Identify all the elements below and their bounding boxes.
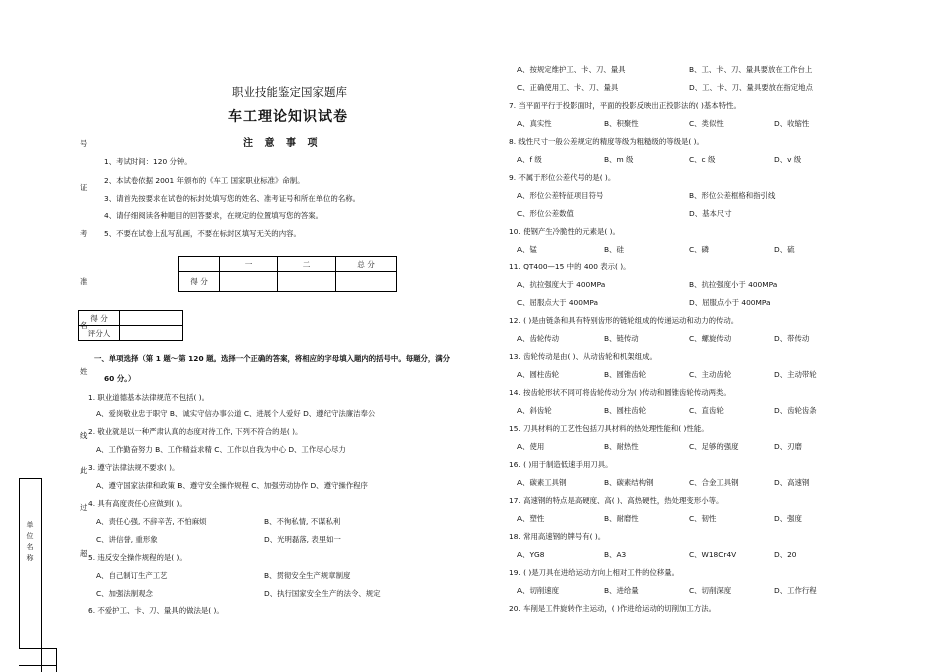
question-5: 5. 违反安全操作规程的是( )。 (88, 553, 187, 562)
question-line: 15. 刀具材料的工艺性包括刀具材料的热处理性能和( )性能。 (509, 424, 709, 433)
margin-char: 线 (80, 431, 88, 440)
option-item: B、硅 (604, 244, 624, 254)
question-line: 8. 线性尺寸一般公差规定的精度等级为粗糙级的等级是( )。 (509, 136, 704, 146)
score-row-label: 得 分 (179, 272, 220, 292)
margin-char: 证 (80, 183, 88, 192)
grader-table (78, 310, 183, 341)
option-item: B、圆锥齿轮 (604, 370, 647, 380)
option-item: A、f 级 (517, 154, 542, 164)
option-item: A、形位公差特征项目符号 (517, 190, 604, 200)
option-item: A、切削速度 (517, 585, 560, 595)
notice-2: 2、本试卷依据 2001 年颁布的《车工 国家职业标准》命制。 (104, 176, 305, 185)
margin-char: 此 (80, 466, 88, 475)
option-item: B、m 级 (604, 154, 634, 164)
score-table-corner (179, 257, 220, 272)
question-2: 2. 敬业就是以一种严肃认真的态度对待工作, 下列不符合的是( )。 (88, 427, 303, 436)
option-item: B、耐热性 (604, 441, 639, 451)
question-1: 1. 职业道德基本法律规范不包括( )。 (88, 393, 209, 402)
margin-char: 超 (80, 549, 88, 558)
notice-3: 3、请首先按要求在试卷的标封处填写您的姓名、准考证号和所在单位的名称。 (104, 194, 360, 203)
option-item: D、基本尺寸 (689, 208, 732, 218)
question-6: 6. 不爱护工、卡、刀、量具的做法是( )。 (88, 606, 224, 615)
margin-char: 号 (80, 139, 88, 148)
option-item: A、抗拉强度大于 400MPa (517, 280, 606, 290)
option-item: B、进给量 (604, 585, 639, 595)
score-header-1: 一 (220, 257, 278, 272)
question-line: 18. 常用高速钢的牌号有( )。 (509, 531, 606, 541)
option-item: A、塑性 (517, 513, 545, 523)
option-item: B、圆柱齿轮 (604, 406, 647, 416)
question-line: 20. 车削是工件旋转作主运动，( )作进给运动的切削加工方法。 (509, 603, 716, 613)
option-item: C、类似性 (689, 118, 724, 128)
question-1-options: A、爱岗敬业忠于职守 B、诚实守信办事公道 C、进展个人爱好 D、遵纪守法廉洁奉公 (96, 409, 376, 418)
section-title: 一、单项选择（第 1 题～第 120 题。选择一个正确的答案，将相应的字母填入题内的括号中。每题分，满分 (94, 354, 451, 363)
option-item: C、合金工具钢 (689, 477, 739, 487)
option-item: C、W18Cr4V (689, 549, 737, 559)
score-header-total: 总 分 (336, 257, 397, 272)
option-item: A、YG8 (517, 549, 545, 559)
grader-name-cell[interactable] (120, 326, 183, 341)
exam-title: 车工理论知识试卷 (228, 109, 348, 125)
question-line: 10. 使钢产生冷脆性的元素是( )。 (509, 226, 620, 236)
option-item: B、碳素结构钢 (604, 477, 654, 487)
question-5-option-c: C、加强法制观念 (96, 589, 153, 598)
question-2-options: A、工作勤奋努力 B、工作精益求精 C、工作以自我为中心 D、工作尽心尽力 (96, 445, 346, 454)
question-5-option-d: D、执行国家安全生产的法令、规定 (264, 589, 381, 598)
question-line: 9. 不属于形位公差代号的是( )。 (509, 172, 616, 182)
question-line: 16. ( )用于制造低速手用刀具。 (509, 459, 613, 469)
question-line: 13. 齿轮传动是由( )、从动齿轮和机架组成。 (509, 352, 657, 362)
question-3-options: A、遵守国家法律和政策 B、遵守安全操作规程 C、加强劳动协作 D、遵守操作程序 (96, 481, 368, 490)
grader-score-label: 得 分 (79, 311, 120, 326)
notice-1: 1、考试时间：120 分钟。 (104, 157, 192, 166)
notice-title: 注 意 事 项 (243, 138, 322, 149)
option-item: A、使用 (517, 441, 545, 451)
option-item: C、韧性 (689, 513, 717, 523)
option-item: D、强度 (774, 513, 802, 523)
option-item: D、主动带轮 (774, 370, 817, 380)
option-item: A、齿轮传动 (517, 334, 560, 344)
option-item: D、刃磨 (774, 441, 802, 451)
option-item: A、斜齿轮 (517, 406, 552, 416)
margin-char: 过 (80, 503, 88, 512)
option-item: B、形位公差框格和指引线 (689, 190, 776, 200)
question-4-option-c: C、讲信誉, 重形象 (96, 535, 158, 544)
question-line: 17. 高速钢的特点是高硬度、高( )、高热硬性，热处理变形小等。 (509, 495, 724, 505)
option-item: A、碳素工具钢 (517, 477, 567, 487)
score-cell-2[interactable] (278, 272, 336, 292)
option-item: B、耐磨性 (604, 513, 639, 523)
option-item: A、圆柱齿轮 (517, 370, 560, 380)
unit-name-label: 单 位 名 称 (26, 521, 34, 562)
question-line: 19. ( )是刀具在进给运动方向上相对工件的位移量。 (509, 567, 680, 577)
option-item: B、抗拉强度小于 400MPa (689, 280, 778, 290)
option-item: C、切削深度 (689, 585, 732, 595)
margin-char: 准 (80, 277, 88, 286)
option-item: B、工、卡、刀、量具要放在工作台上 (689, 65, 813, 74)
question-3: 3. 遵守法律法规不要求( )。 (88, 463, 180, 472)
margin-char: 名 (80, 321, 88, 330)
option-item: B、A3 (604, 549, 627, 559)
question-4-option-d: D、光明磊落, 表里如一 (264, 535, 341, 544)
option-item: C、磷 (689, 244, 709, 254)
option-item: A、锰 (517, 244, 537, 254)
question-line: 11. QT400—15 中的 400 表示( )。 (509, 262, 631, 272)
section-title-cont: 60 分。） (104, 374, 136, 383)
question-line: 14. 按齿轮形状不同可将齿轮传动分为( )传动和圆锥齿轮传动两类。 (509, 388, 731, 398)
score-header-2: 二 (278, 257, 336, 272)
grader-name-label: 评分人 (79, 326, 120, 341)
option-item: C、屈服点大于 400MPa (517, 298, 598, 308)
question-line: 7. 当平面平行于投影面时，平面的投影反映出正投影法的( )基本特性。 (509, 100, 741, 110)
question-4-option-b: B、不徇私情, 不谋私利 (264, 517, 341, 526)
option-item: B、链传动 (604, 334, 639, 344)
question-5-option-a: A、自己制订生产工艺 (96, 571, 168, 580)
option-item: D、带传动 (774, 334, 810, 344)
option-item: C、主动齿轮 (689, 370, 732, 380)
option-item: C、形位公差数值 (517, 208, 574, 218)
option-item: C、c 级 (689, 154, 716, 164)
option-item: C、正确使用工、卡、刀、量具 (517, 82, 619, 92)
margin-char: 姓 (80, 367, 88, 376)
question-5-option-b: B、贯彻安全生产规章制度 (264, 571, 351, 580)
option-item: D、屈服点小于 400MPa (689, 298, 771, 308)
option-item: A、按规定维护工、卡、刀、量具 (517, 65, 626, 74)
option-item: D、齿轮齿条 (774, 406, 817, 416)
option-item: C、直齿轮 (689, 406, 724, 416)
exam-bank-header: 职业技能鉴定国家题库 (232, 85, 347, 99)
question-line: 12. ( )是由链条和具有特别齿形的链轮组成的传递运动和动力的传动。 (509, 316, 739, 326)
option-item: D、工作行程 (774, 585, 817, 595)
option-item: D、v 级 (774, 154, 802, 164)
option-item: C、足够的强度 (689, 441, 739, 451)
question-4: 4. 具有高度责任心应做到( )。 (88, 499, 187, 508)
option-item: C、螺旋传动 (689, 334, 732, 344)
option-item: B、积聚性 (604, 118, 639, 128)
score-cell-total[interactable] (336, 272, 397, 292)
option-item: D、20 (774, 549, 797, 559)
notice-5: 5、不要在试卷上乱写乱画，不要在标封区填写无关的内容。 (104, 229, 301, 238)
grader-score-cell[interactable] (120, 311, 183, 326)
option-item: A、真实性 (517, 118, 552, 128)
option-item: D、收缩性 (774, 118, 810, 128)
margin-char: 考 (80, 229, 88, 238)
option-item: D、工、卡、刀、量具要放在指定地点 (689, 82, 813, 92)
score-cell-1[interactable] (220, 272, 278, 292)
question-4-option-a: A、责任心强, 不辞辛苦, 不怕麻烦 (96, 517, 207, 526)
notice-4: 4、请仔细阅读各种题目的回答要求，在规定的位置填写您的答案。 (104, 211, 324, 220)
option-item: D、硫 (774, 244, 795, 254)
option-item: D、高速钢 (774, 477, 810, 487)
score-table (178, 256, 397, 292)
